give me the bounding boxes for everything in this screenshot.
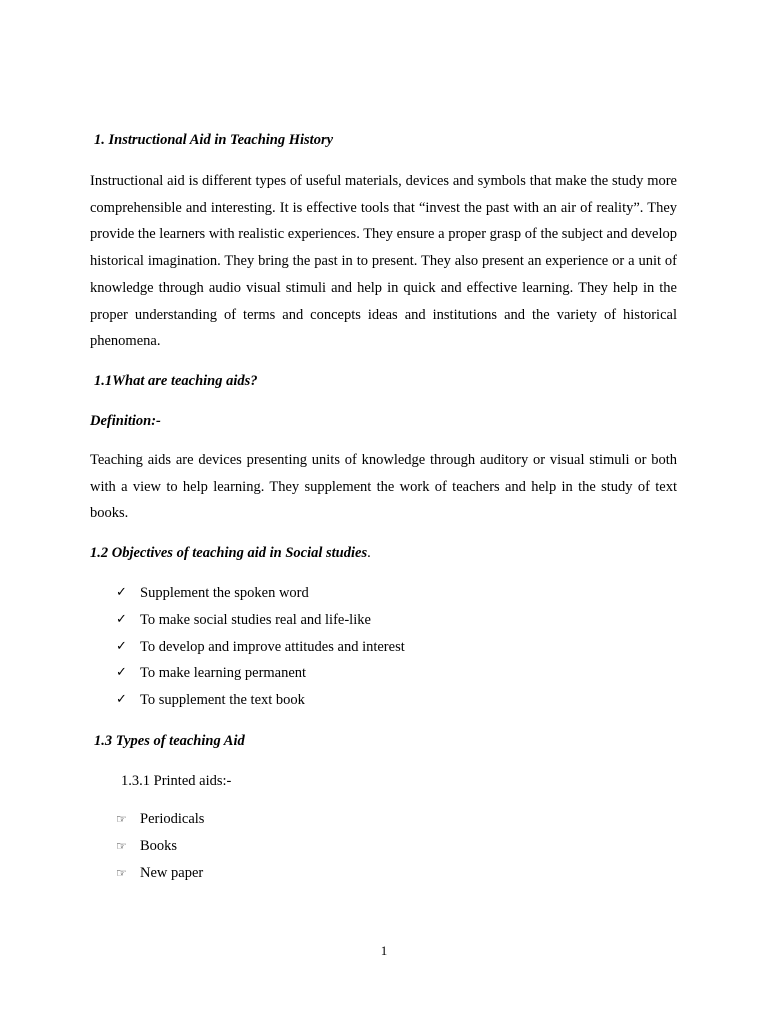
checkmark-icon: ✓ bbox=[116, 692, 127, 708]
section-heading-instructional-aid: 1. Instructional Aid in Teaching History bbox=[94, 132, 334, 148]
paragraph-instructional-aid: Instructional aid is different types of useful materials, devices and symbols that make the study more comprehensible and interesting. It is effective tools that “invest the past with an air of reality”. They provide the learners with realistic experiences. They ensure a proper grasp of the subject and develop historical imagination. They bring the past in to present. They also present an experience or a unit of knowledge through audio visual stimuli and help in quick and effective learning. They help in the proper understanding of terms and concepts ideas and institutions and the variety of historical phenomena. bbox=[90, 173, 677, 350]
checkmark-icon: ✓ bbox=[116, 585, 127, 600]
subheading-printed-aids: 1.3.1 Printed aids:- bbox=[121, 773, 232, 789]
section-heading-objectives bbox=[90, 545, 371, 562]
list-item bbox=[116, 833, 204, 860]
list-item bbox=[116, 660, 405, 687]
list-item bbox=[116, 580, 405, 607]
section-heading-types-of-teaching-aid: 1.3 Types of teaching Aid bbox=[94, 733, 245, 749]
list-item-text: New paper bbox=[140, 864, 204, 881]
section-heading-objectives-period: . bbox=[367, 545, 371, 561]
checkmark-icon: ✓ bbox=[116, 638, 127, 654]
checkmark-icon: ✓ bbox=[116, 611, 127, 627]
pointing-hand-icon: ☞ bbox=[116, 865, 127, 880]
section-heading-what-are-teaching-aids: 1.1What are teaching aids? bbox=[94, 373, 258, 389]
list-item bbox=[116, 634, 405, 661]
printed-aids-list bbox=[116, 806, 204, 886]
list-item-text: To make learning permanent bbox=[140, 665, 307, 682]
list-item bbox=[116, 806, 204, 833]
list-item bbox=[116, 860, 204, 887]
paragraph-teaching-aids-definition: Teaching aids are devices presenting units of knowledge through auditory or visual stimuli or both with a view to help learning. They supplement the work of teachers and help in the study of text books. bbox=[90, 452, 677, 522]
list-item-text: Periodicals bbox=[140, 811, 205, 827]
page-number: 1 bbox=[380, 943, 388, 958]
list-item-text: To supplement the text book bbox=[140, 692, 305, 709]
list-item bbox=[116, 687, 405, 714]
list-item-text: Books bbox=[140, 837, 178, 854]
section-heading-objectives-text: 1.2 Objectives of teaching aid in Social studies bbox=[90, 545, 368, 561]
list-item-text: To develop and improve attitudes and interest bbox=[140, 638, 405, 655]
list-item bbox=[116, 607, 405, 634]
pointing-hand-icon: ☞ bbox=[116, 812, 127, 826]
checkmark-icon: ✓ bbox=[116, 665, 127, 681]
objectives-list bbox=[116, 580, 405, 714]
list-item-text: To make social studies real and life-like bbox=[140, 611, 371, 628]
definition-label: Definition:- bbox=[90, 413, 161, 429]
list-item-text: Supplement the spoken word bbox=[140, 585, 309, 601]
pointing-hand-icon: ☞ bbox=[116, 838, 127, 853]
